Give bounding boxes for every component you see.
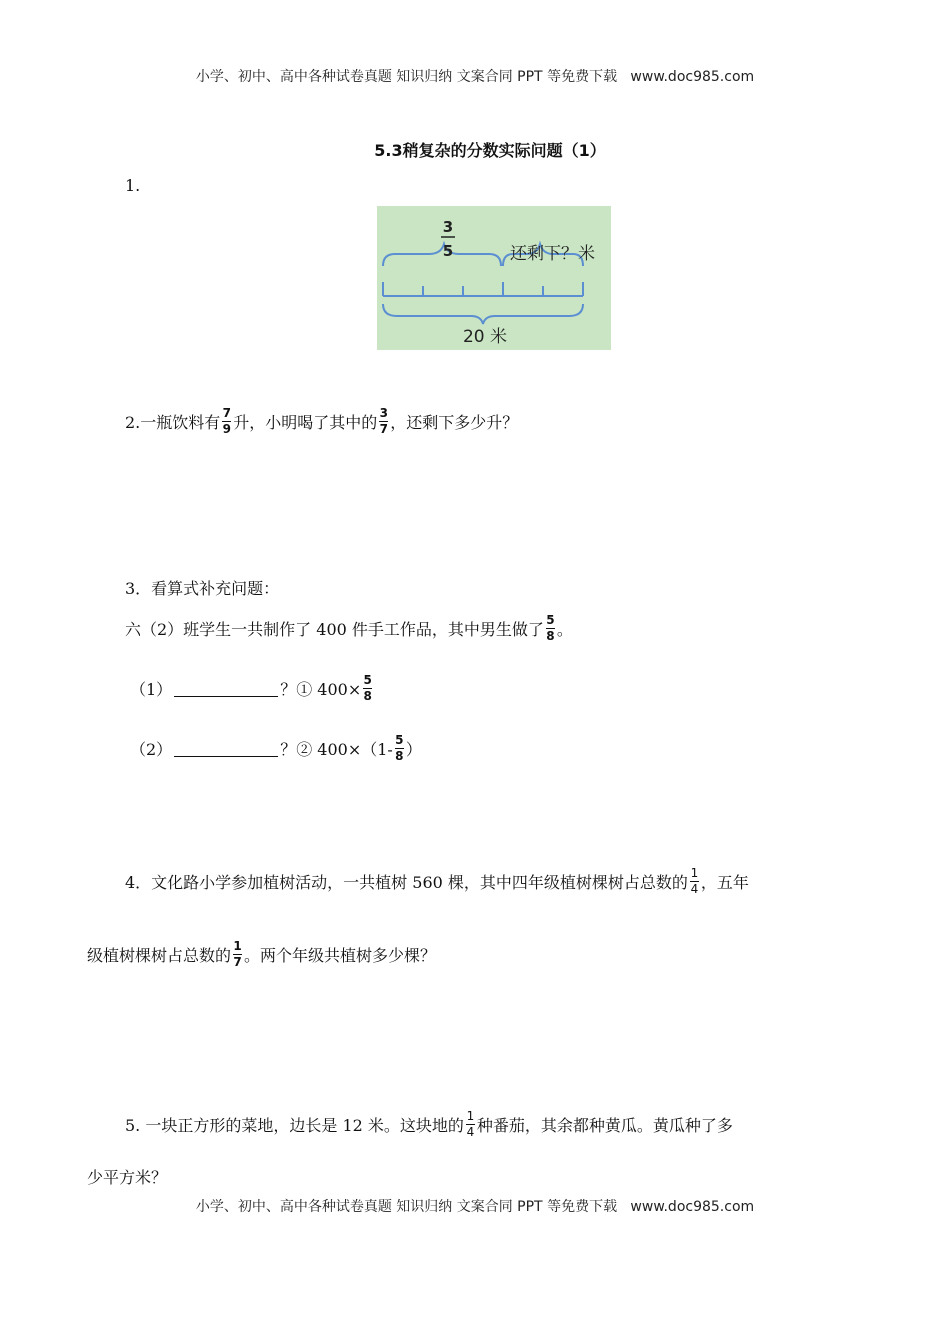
q4-f1-den: 4	[690, 882, 699, 896]
question-3-heading	[125, 576, 279, 599]
q3-p2-expression: ？② 400×（1-	[280, 740, 393, 759]
question-3-part-1	[130, 674, 374, 703]
q5-line-2-text: 少平方米？	[87, 1168, 168, 1187]
q3-p2-den: 8	[395, 749, 404, 763]
remaining-label: 还剩下？米	[510, 244, 595, 264]
q2-text-2: 升，小明喝了其中的	[233, 413, 378, 432]
page-footer: 小学、初中、高中各种试卷真题 知识归纳 文案合同 PPT 等免费下载 www.doc985.com	[195, 1199, 755, 1215]
q3-p2-fraction	[395, 734, 404, 763]
question-3-stem	[125, 614, 573, 643]
q3-p1-label: （1）	[130, 680, 173, 699]
q3-p2-num: 5	[395, 733, 404, 747]
q2-text-3: ，还剩下多少升？	[390, 413, 519, 432]
bottom-brace	[383, 304, 583, 324]
q3-stem-text: 六（2）班学生一共制作了 400 件手工作品，其中男生做了	[125, 620, 544, 639]
q3-p1-den: 8	[363, 689, 372, 703]
q5-f-den: 4	[466, 1125, 475, 1139]
question-1-number	[125, 176, 140, 195]
diagram-figure	[377, 206, 611, 350]
q4-f2-den: 7	[233, 955, 242, 969]
page-title: 5.3稍复杂的分数实际问题（1）	[374, 141, 606, 160]
q1-label: 1.	[125, 176, 141, 195]
diagram-frac-den: 5	[442, 242, 454, 260]
q4-fraction-1	[690, 867, 699, 896]
q2-f2-num: 3	[379, 406, 388, 420]
question-4-line-2	[87, 940, 436, 969]
q3-p2-end: ）	[405, 740, 422, 759]
q3-p1-expression: ？① 400×	[280, 680, 362, 699]
q5-line-1-end: 种番茄，其余都种黄瓜。黄瓜种了多	[476, 1116, 733, 1135]
q4-line-2-end: 。两个年级共植树多少棵？	[244, 946, 437, 965]
q4-fraction-2	[233, 940, 242, 969]
q3-p1-blank[interactable]	[174, 680, 278, 697]
q2-f1-den: 9	[222, 422, 231, 436]
page-header: 小学、初中、高中各种试卷真题 知识归纳 文案合同 PPT 等免费下载 www.doc985.com	[195, 69, 755, 85]
question-4-line-1	[125, 867, 749, 896]
q4-line-2-text: 级植树棵树占总数的	[87, 946, 232, 965]
q2-fraction-1	[222, 407, 231, 436]
q5-fraction	[466, 1110, 475, 1139]
q5-line-1-text: 5. 一块正方形的菜地，边长是 12 米。这块地的	[125, 1116, 464, 1135]
q4-f1-num: 1	[690, 866, 699, 880]
question-3-part-2	[130, 734, 422, 763]
q2-f2-den: 7	[379, 422, 388, 436]
q4-line-1-end: ，五年	[700, 873, 749, 892]
fraction-diagram	[377, 206, 611, 350]
q3-heading: 3．看算式补充问题：	[125, 579, 280, 598]
question-5-line-1	[125, 1110, 733, 1139]
q5-f-num: 1	[466, 1109, 475, 1123]
q2-f1-num: 7	[222, 406, 231, 420]
q3-stem-end: 。	[556, 620, 573, 639]
q4-line-1-text: 4．文化路小学参加植树活动，一共植树 560 棵，其中四年级植树棵树占总数的	[125, 873, 688, 892]
q3-p2-label: （2）	[130, 740, 173, 759]
q3-p1-fraction	[363, 674, 372, 703]
q3-p2-blank[interactable]	[174, 740, 278, 757]
q3-stem-den: 8	[546, 629, 555, 643]
q3-p1-num: 5	[363, 673, 372, 687]
q3-stem-fraction	[546, 614, 555, 643]
q2-fraction-2	[379, 407, 388, 436]
total-label: 20 米	[462, 327, 508, 347]
q2-text-1: 2.一瓶饮料有	[125, 413, 221, 432]
q4-f2-num: 1	[233, 939, 242, 953]
diagram-frac-num: 3	[442, 218, 454, 236]
q3-stem-num: 5	[546, 613, 555, 627]
question-5-line-2	[87, 1165, 167, 1188]
question-2	[125, 407, 518, 436]
